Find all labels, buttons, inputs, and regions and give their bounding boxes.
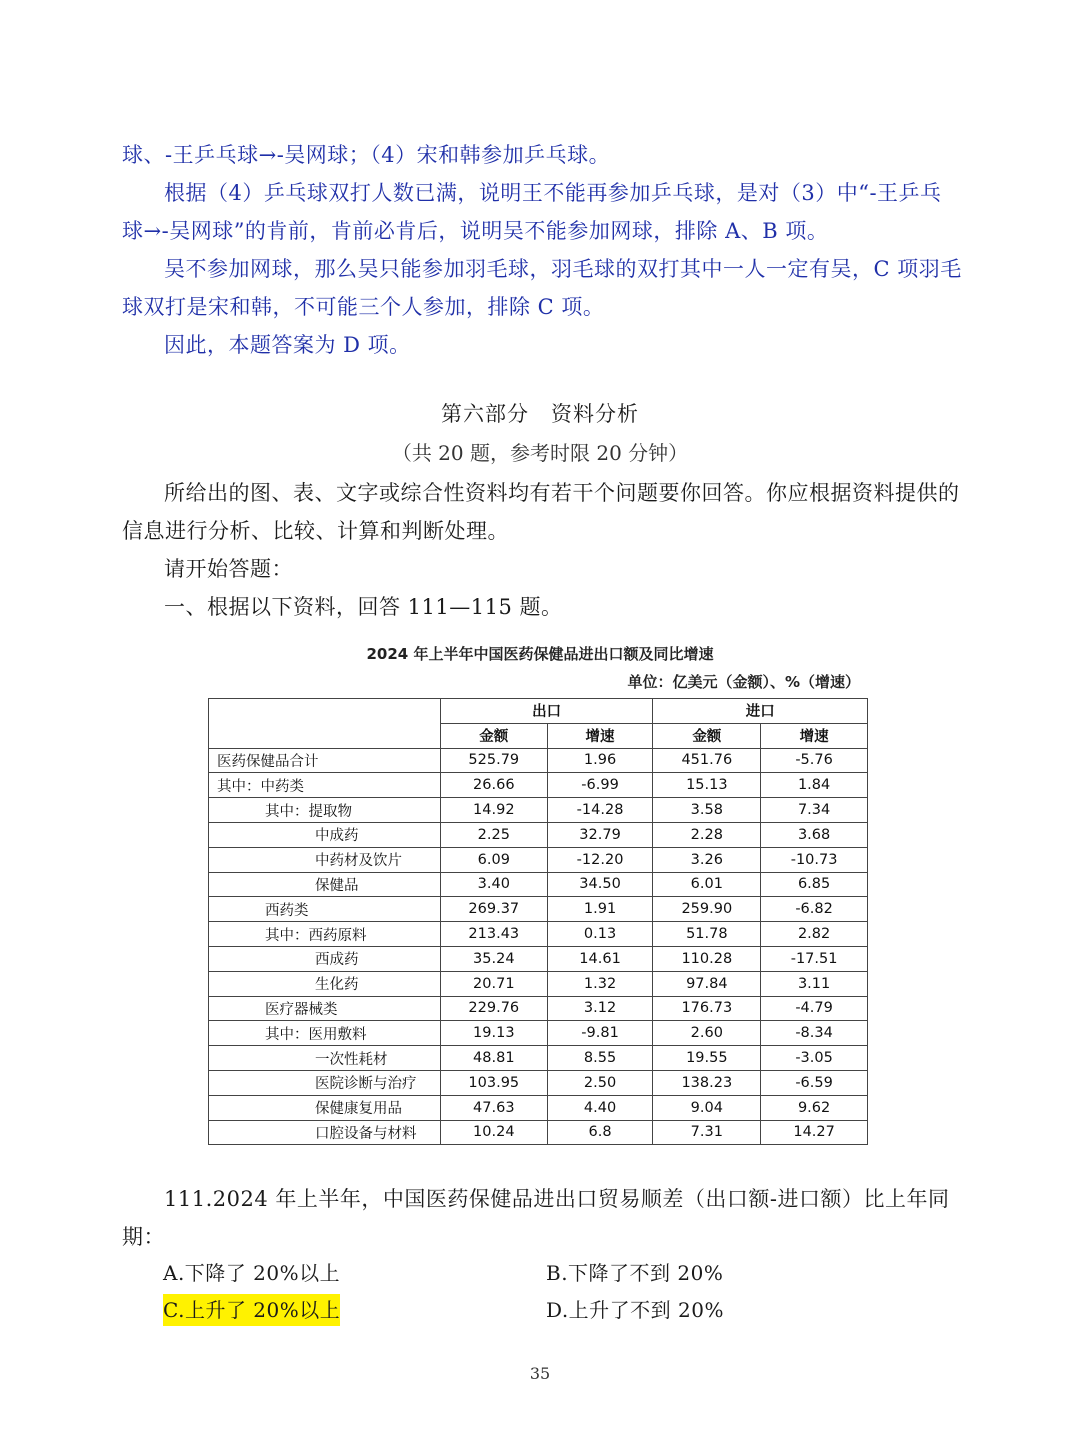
- table-row: [209, 971, 868, 996]
- export-growth: -14.28: [547, 798, 653, 823]
- header-export-growth: 增速: [547, 723, 653, 748]
- import-amount: 138.23: [653, 1070, 761, 1095]
- import-amount: 9.04: [653, 1095, 761, 1120]
- import-growth: 9.62: [761, 1095, 868, 1120]
- export-amount: 213.43: [440, 922, 547, 947]
- row-label: 一次性耗材: [209, 1046, 441, 1071]
- export-growth: 34.50: [547, 872, 653, 897]
- row-label: 保健品: [209, 872, 441, 897]
- import-growth: -17.51: [761, 946, 868, 971]
- question-group-heading: 一、根据以下资料，回答 111—115 题。: [164, 595, 563, 619]
- table-row: [209, 773, 868, 798]
- import-amount: 19.55: [653, 1046, 761, 1071]
- export-growth: -12.20: [547, 847, 653, 872]
- export-growth: 32.79: [547, 822, 653, 847]
- table-title: 2024 年上半年中国医药保健品进出口额及同比增速: [366, 645, 714, 663]
- import-growth: 14.27: [761, 1120, 868, 1145]
- row-label: 医院诊断与治疗: [209, 1070, 441, 1095]
- import-amount: 110.28: [653, 946, 761, 971]
- header-export-amount: 金额: [440, 723, 547, 748]
- import-amount: 176.73: [653, 996, 761, 1021]
- export-growth: 2.50: [547, 1070, 653, 1095]
- import-amount: 2.60: [653, 1021, 761, 1046]
- export-amount: 26.66: [440, 773, 547, 798]
- table-row: [209, 1046, 868, 1071]
- export-growth: -9.81: [547, 1021, 653, 1046]
- export-amount: 14.92: [440, 798, 547, 823]
- table-row: [209, 748, 868, 773]
- table-row: [209, 946, 868, 971]
- import-growth: -6.59: [761, 1070, 868, 1095]
- export-growth: 8.55: [547, 1046, 653, 1071]
- import-growth: -4.79: [761, 996, 868, 1021]
- table-row: [209, 922, 868, 947]
- row-label: 保健康复用品: [209, 1095, 441, 1120]
- import-amount: 7.31: [653, 1120, 761, 1145]
- trade-data-table: [208, 698, 868, 1145]
- table-row: [209, 1095, 868, 1120]
- table-row: [209, 798, 868, 823]
- import-growth: -6.82: [761, 897, 868, 922]
- export-growth: 1.96: [547, 748, 653, 773]
- row-label: 生化药: [209, 971, 441, 996]
- row-label: 西成药: [209, 946, 441, 971]
- section-instruction: 所给出的图、表、文字或综合性资料均有若干个问题要你回答。你应根据资料提供的信息进行分析、比较、计算和判断处理。: [122, 481, 960, 543]
- export-growth: 4.40: [547, 1095, 653, 1120]
- export-amount: 229.76: [440, 996, 547, 1021]
- header-import-growth: 增速: [761, 723, 868, 748]
- question-stem: 111.2024 年上半年，中国医药保健品进出口贸易顺差（出口额-进口额）比上年同期：: [122, 1187, 950, 1249]
- import-growth: -5.76: [761, 748, 868, 773]
- row-label: 其中：提取物: [209, 798, 441, 823]
- export-amount: 103.95: [440, 1070, 547, 1095]
- table-row: [209, 897, 868, 922]
- import-growth: 6.85: [761, 872, 868, 897]
- table-header-row: [209, 699, 868, 724]
- row-label: 医疗器械类: [209, 996, 441, 1021]
- table-row: [209, 1120, 868, 1145]
- import-growth: -3.05: [761, 1046, 868, 1071]
- import-amount: 2.28: [653, 822, 761, 847]
- table-row: [209, 1070, 868, 1095]
- export-amount: 6.09: [440, 847, 547, 872]
- export-amount: 47.63: [440, 1095, 547, 1120]
- row-label: 其中：医用敷料: [209, 1021, 441, 1046]
- import-growth: -10.73: [761, 847, 868, 872]
- import-growth: 3.68: [761, 822, 868, 847]
- row-label: 中药材及饮片: [209, 847, 441, 872]
- export-growth: 3.12: [547, 996, 653, 1021]
- option-c-highlighted[interactable]: C.上升了 20%以上: [163, 1294, 340, 1326]
- solution-paragraph-3: 吴不参加网球，那么吴只能参加羽毛球，羽毛球的双打其中一人一定有吴，C 项羽毛球双打是宋和韩，不可能三个人参加，排除 C 项。: [122, 257, 962, 319]
- export-amount: 10.24: [440, 1120, 547, 1145]
- table-row: [209, 872, 868, 897]
- import-amount: 51.78: [653, 922, 761, 947]
- header-import-amount: 金额: [653, 723, 761, 748]
- option-d[interactable]: D.上升了不到 20%: [546, 1298, 724, 1322]
- import-growth: 3.11: [761, 971, 868, 996]
- export-amount: 20.71: [440, 971, 547, 996]
- import-amount: 97.84: [653, 971, 761, 996]
- import-amount: 15.13: [653, 773, 761, 798]
- header-corner: [209, 699, 441, 749]
- import-growth: 7.34: [761, 798, 868, 823]
- export-amount: 269.37: [440, 897, 547, 922]
- row-label: 口腔设备与材料: [209, 1120, 441, 1145]
- solution-conclusion: 因此，本题答案为 D 项。: [164, 333, 411, 357]
- table-row: [209, 847, 868, 872]
- export-growth: 6.8: [547, 1120, 653, 1145]
- import-amount: 3.58: [653, 798, 761, 823]
- import-amount: 259.90: [653, 897, 761, 922]
- table-row: [209, 1021, 868, 1046]
- export-amount: 2.25: [440, 822, 547, 847]
- row-label: 医药保健品合计: [209, 748, 441, 773]
- section-subtitle: （共 20 题，参考时限 20 分钟）: [391, 441, 689, 465]
- export-amount: 35.24: [440, 946, 547, 971]
- export-growth: 1.32: [547, 971, 653, 996]
- table-row: [209, 822, 868, 847]
- export-amount: 48.81: [440, 1046, 547, 1071]
- header-export: 出口: [440, 699, 653, 724]
- export-growth: 14.61: [547, 946, 653, 971]
- export-growth: -6.99: [547, 773, 653, 798]
- export-amount: 525.79: [440, 748, 547, 773]
- import-amount: 451.76: [653, 748, 761, 773]
- row-label: 中成药: [209, 822, 441, 847]
- import-amount: 3.26: [653, 847, 761, 872]
- import-growth: 2.82: [761, 922, 868, 947]
- row-label: 其中：西药原料: [209, 922, 441, 947]
- row-label: 其中：中药类: [209, 773, 441, 798]
- solution-paragraph-2: 根据（4）乒乓球双打人数已满，说明王不能再参加乒乓球，是对（3）中“-王乒乓球→-吴网球”的肯前，肯前必肯后，说明吴不能参加网球，排除 A、B 项。: [122, 181, 942, 243]
- export-growth: 0.13: [547, 922, 653, 947]
- solution-line-1: 球、-王乒乓球→-吴网球；（4）宋和韩参加乒乓球。: [122, 143, 611, 167]
- section-title: 第六部分 资料分析: [441, 402, 639, 426]
- table-row: [209, 996, 868, 1021]
- export-growth: 1.91: [547, 897, 653, 922]
- import-amount: 6.01: [653, 872, 761, 897]
- option-a[interactable]: A.下降了 20%以上: [163, 1261, 341, 1285]
- header-import: 进口: [653, 699, 868, 724]
- export-amount: 19.13: [440, 1021, 547, 1046]
- export-amount: 3.40: [440, 872, 547, 897]
- import-growth: -8.34: [761, 1021, 868, 1046]
- table-unit: 单位：亿美元（金额）、%（增速）: [627, 673, 860, 691]
- row-label: 西药类: [209, 897, 441, 922]
- option-b[interactable]: B.下降了不到 20%: [546, 1261, 724, 1285]
- page-number: 35: [529, 1364, 551, 1383]
- start-prompt: 请开始答题：: [164, 557, 293, 581]
- import-growth: 1.84: [761, 773, 868, 798]
